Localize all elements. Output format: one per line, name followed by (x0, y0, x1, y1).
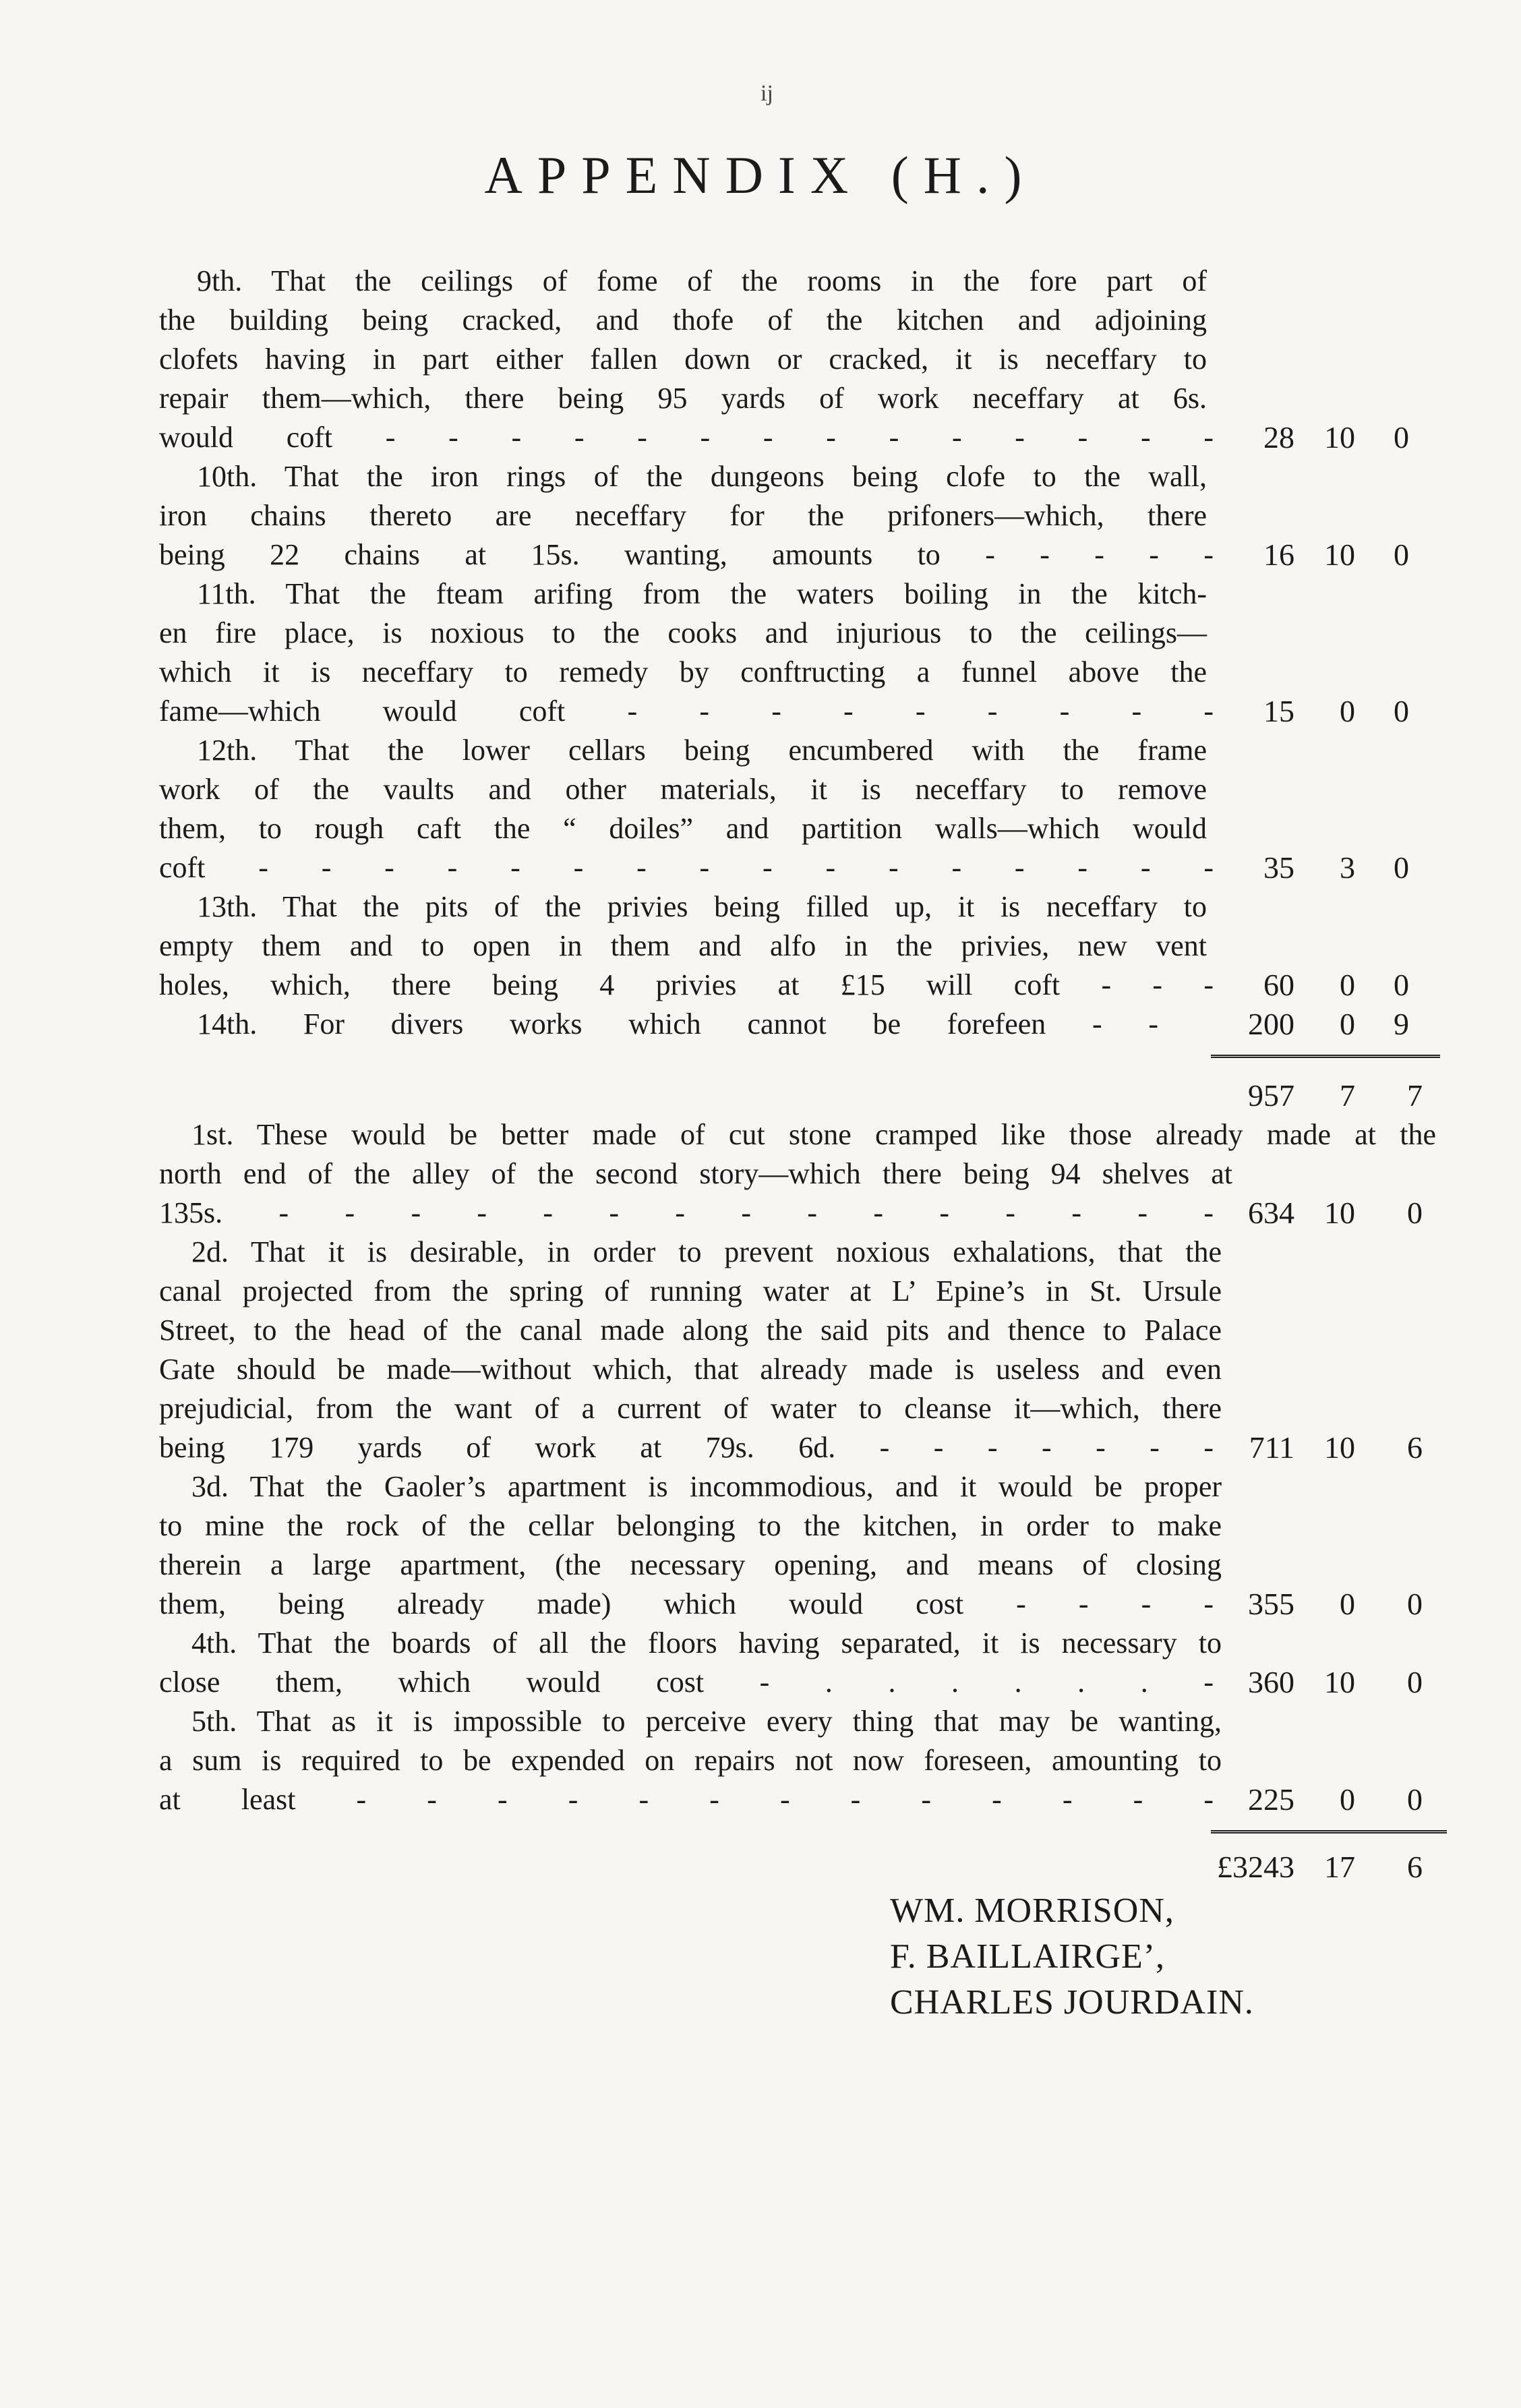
amount-pence: 0 (1394, 850, 1409, 885)
item-line: en fire place, is noxious to the cooks and injurious to the ceilings— (159, 616, 1207, 649)
item-line: clofets having in part either fallen down or cracked, it is neceffary to (159, 343, 1207, 376)
amount-shillings: 10 (1324, 1196, 1355, 1230)
amount-shillings: 10 (1324, 420, 1355, 454)
item-line: 135s. - - - - - - - - - - - - - - - (159, 1196, 1214, 1229)
item-line: at least - - - - - - - - - - - - - (159, 1783, 1214, 1816)
item-line: being 22 chains at 15s. wanting, amounts to - - - - - (159, 538, 1214, 571)
item-line: prejudicial, from the want of a current of water to cleanse it—which, there (159, 1392, 1222, 1425)
item-line: Street, to the head of the canal made along the said pits and thence to Palace (159, 1314, 1222, 1347)
amount-shillings: 10 (1324, 537, 1355, 572)
item-line: 2d. That it is desirable, in order to prevent noxious exhalations, that the (191, 1235, 1222, 1268)
amount-pence: 0 (1394, 694, 1409, 728)
amount-pounds: 711 (1249, 1430, 1294, 1465)
item-line: 5th. That as it is impossible to perceive every thing that may be wanting, (191, 1705, 1222, 1738)
total-pounds: £3243 (1217, 1850, 1294, 1884)
amount-shillings: 0 (1340, 968, 1355, 1002)
amount-pounds: 355 (1248, 1587, 1294, 1621)
amount-shillings: 0 (1340, 1007, 1355, 1041)
amount-pounds: 15 (1263, 694, 1294, 728)
amount-pence: 6 (1407, 1430, 1423, 1465)
item-line: them, to rough caft the “ doiles” and partition walls—which would (159, 812, 1207, 845)
item-line: close them, which would cost - . . . . . . - (159, 1666, 1214, 1699)
item-line: would coft - - - - - - - - - - - - - - (159, 421, 1214, 454)
item-line: 9th. That the ceilings of fome of the rooms in the fore part of (197, 264, 1207, 297)
amount-pounds: 200 (1248, 1007, 1294, 1041)
item-line: to mine the rock of the cellar belonging to the kitchen, in order to make (159, 1509, 1222, 1542)
amount-shillings: 0 (1340, 1782, 1355, 1817)
item-line: 12th. That the lower cellars being encumbered with the frame (197, 734, 1207, 767)
item-line: 10th. That the iron rings of the dungeons being clofe to the wall, (197, 460, 1207, 493)
signatory-jourdain: CHARLES JOURDAIN. (890, 1983, 1254, 2022)
item-line: 11th. That the fteam arifing from the waters boiling in the kitch- (197, 577, 1207, 610)
amount-pounds: 16 (1263, 537, 1294, 572)
subtotal-pence: 7 (1407, 1078, 1423, 1113)
amount-shillings: 3 (1340, 850, 1355, 885)
item-line: them, being already made) which would cost - - - - (159, 1587, 1214, 1620)
item-line: which it is neceffary to remedy by conftructing a funnel above the (159, 655, 1207, 688)
amount-pence: 0 (1407, 1782, 1423, 1817)
item-line: north end of the alley of the second story—which there being 94 shelves at (159, 1157, 1232, 1190)
subtotal-rule (1211, 1055, 1440, 1058)
item-line: 3d. That the Gaoler’s apartment is incommodious, and it would be proper (191, 1470, 1222, 1503)
page-title: APPENDIX (H.) (484, 146, 1037, 204)
item-line: being 179 yards of work at 79s. 6d. - - - - - - - (159, 1431, 1214, 1464)
item-line: 1st. These would be better made of cut stone cramped like those already made at the (191, 1118, 1436, 1151)
total-shillings: 17 (1324, 1850, 1355, 1884)
item-line: canal projected from the spring of running water at L’ Epine’s in St. Ursule (159, 1274, 1222, 1308)
item-line: 4th. That the boards of all the floors having separated, it is necessary to (191, 1626, 1222, 1660)
page-mark: ij (760, 81, 773, 106)
total-rule (1211, 1830, 1447, 1833)
total-pence: 6 (1407, 1850, 1423, 1884)
item-line: therein a large apartment, (the necessary opening, and means of closing (159, 1548, 1222, 1581)
amount-pence: 0 (1394, 420, 1409, 454)
subtotal-shillings: 7 (1340, 1078, 1355, 1113)
amount-pence: 0 (1394, 537, 1409, 572)
item-line: work of the vaults and other materials, it is neceffary to remove (159, 773, 1207, 806)
amount-shillings: 0 (1340, 694, 1355, 728)
signatory-baillairge: F. BAILLAIRGE’, (890, 1937, 1166, 1976)
amount-pounds: 35 (1263, 850, 1294, 885)
amount-shillings: 10 (1324, 1430, 1355, 1465)
amount-pounds: 360 (1248, 1665, 1294, 1699)
amount-pounds: 225 (1248, 1782, 1294, 1817)
item-line: Gate should be made—without which, that already made is useless and even (159, 1353, 1222, 1386)
amount-pence: 0 (1394, 968, 1409, 1002)
item-line: the building being cracked, and thofe of the kitchen and adjoining (159, 303, 1207, 336)
amount-pence: 0 (1407, 1665, 1423, 1699)
amount-pence: 0 (1407, 1196, 1423, 1230)
amount-pence: 9 (1394, 1007, 1409, 1041)
item-line: empty them and to open in them and alfo in the privies, new vent (159, 929, 1207, 962)
item-line: 13th. That the pits of the privies being filled up, it is neceffary to (197, 890, 1207, 923)
item-line: coft - - - - - - - - - - - - - - - - (159, 851, 1214, 884)
item-line: a sum is required to be expended on repairs not now foreseen, amounting to (159, 1744, 1222, 1777)
item-line: holes, which, there being 4 privies at £15 will coft - - - (159, 968, 1214, 1001)
item-line: repair them—which, there being 95 yards of work neceffary at 6s. (159, 382, 1207, 415)
subtotal-pounds: 957 (1248, 1078, 1294, 1113)
item-line: iron chains thereto are neceffary for the prifoners—which, there (159, 499, 1207, 532)
amount-pence: 0 (1407, 1587, 1423, 1621)
item-line: 14th. For divers works which cannot be forefeen - - (197, 1007, 1158, 1040)
amount-shillings: 0 (1340, 1587, 1355, 1621)
amount-pounds: 28 (1263, 420, 1294, 454)
item-line: fame—which would coft - - - - - - - - - (159, 695, 1214, 728)
signatory-morrison: WM. MORRISON, (890, 1891, 1174, 1930)
amount-pounds: 60 (1263, 968, 1294, 1002)
amount-shillings: 10 (1324, 1665, 1355, 1699)
amount-pounds: 634 (1248, 1196, 1294, 1230)
